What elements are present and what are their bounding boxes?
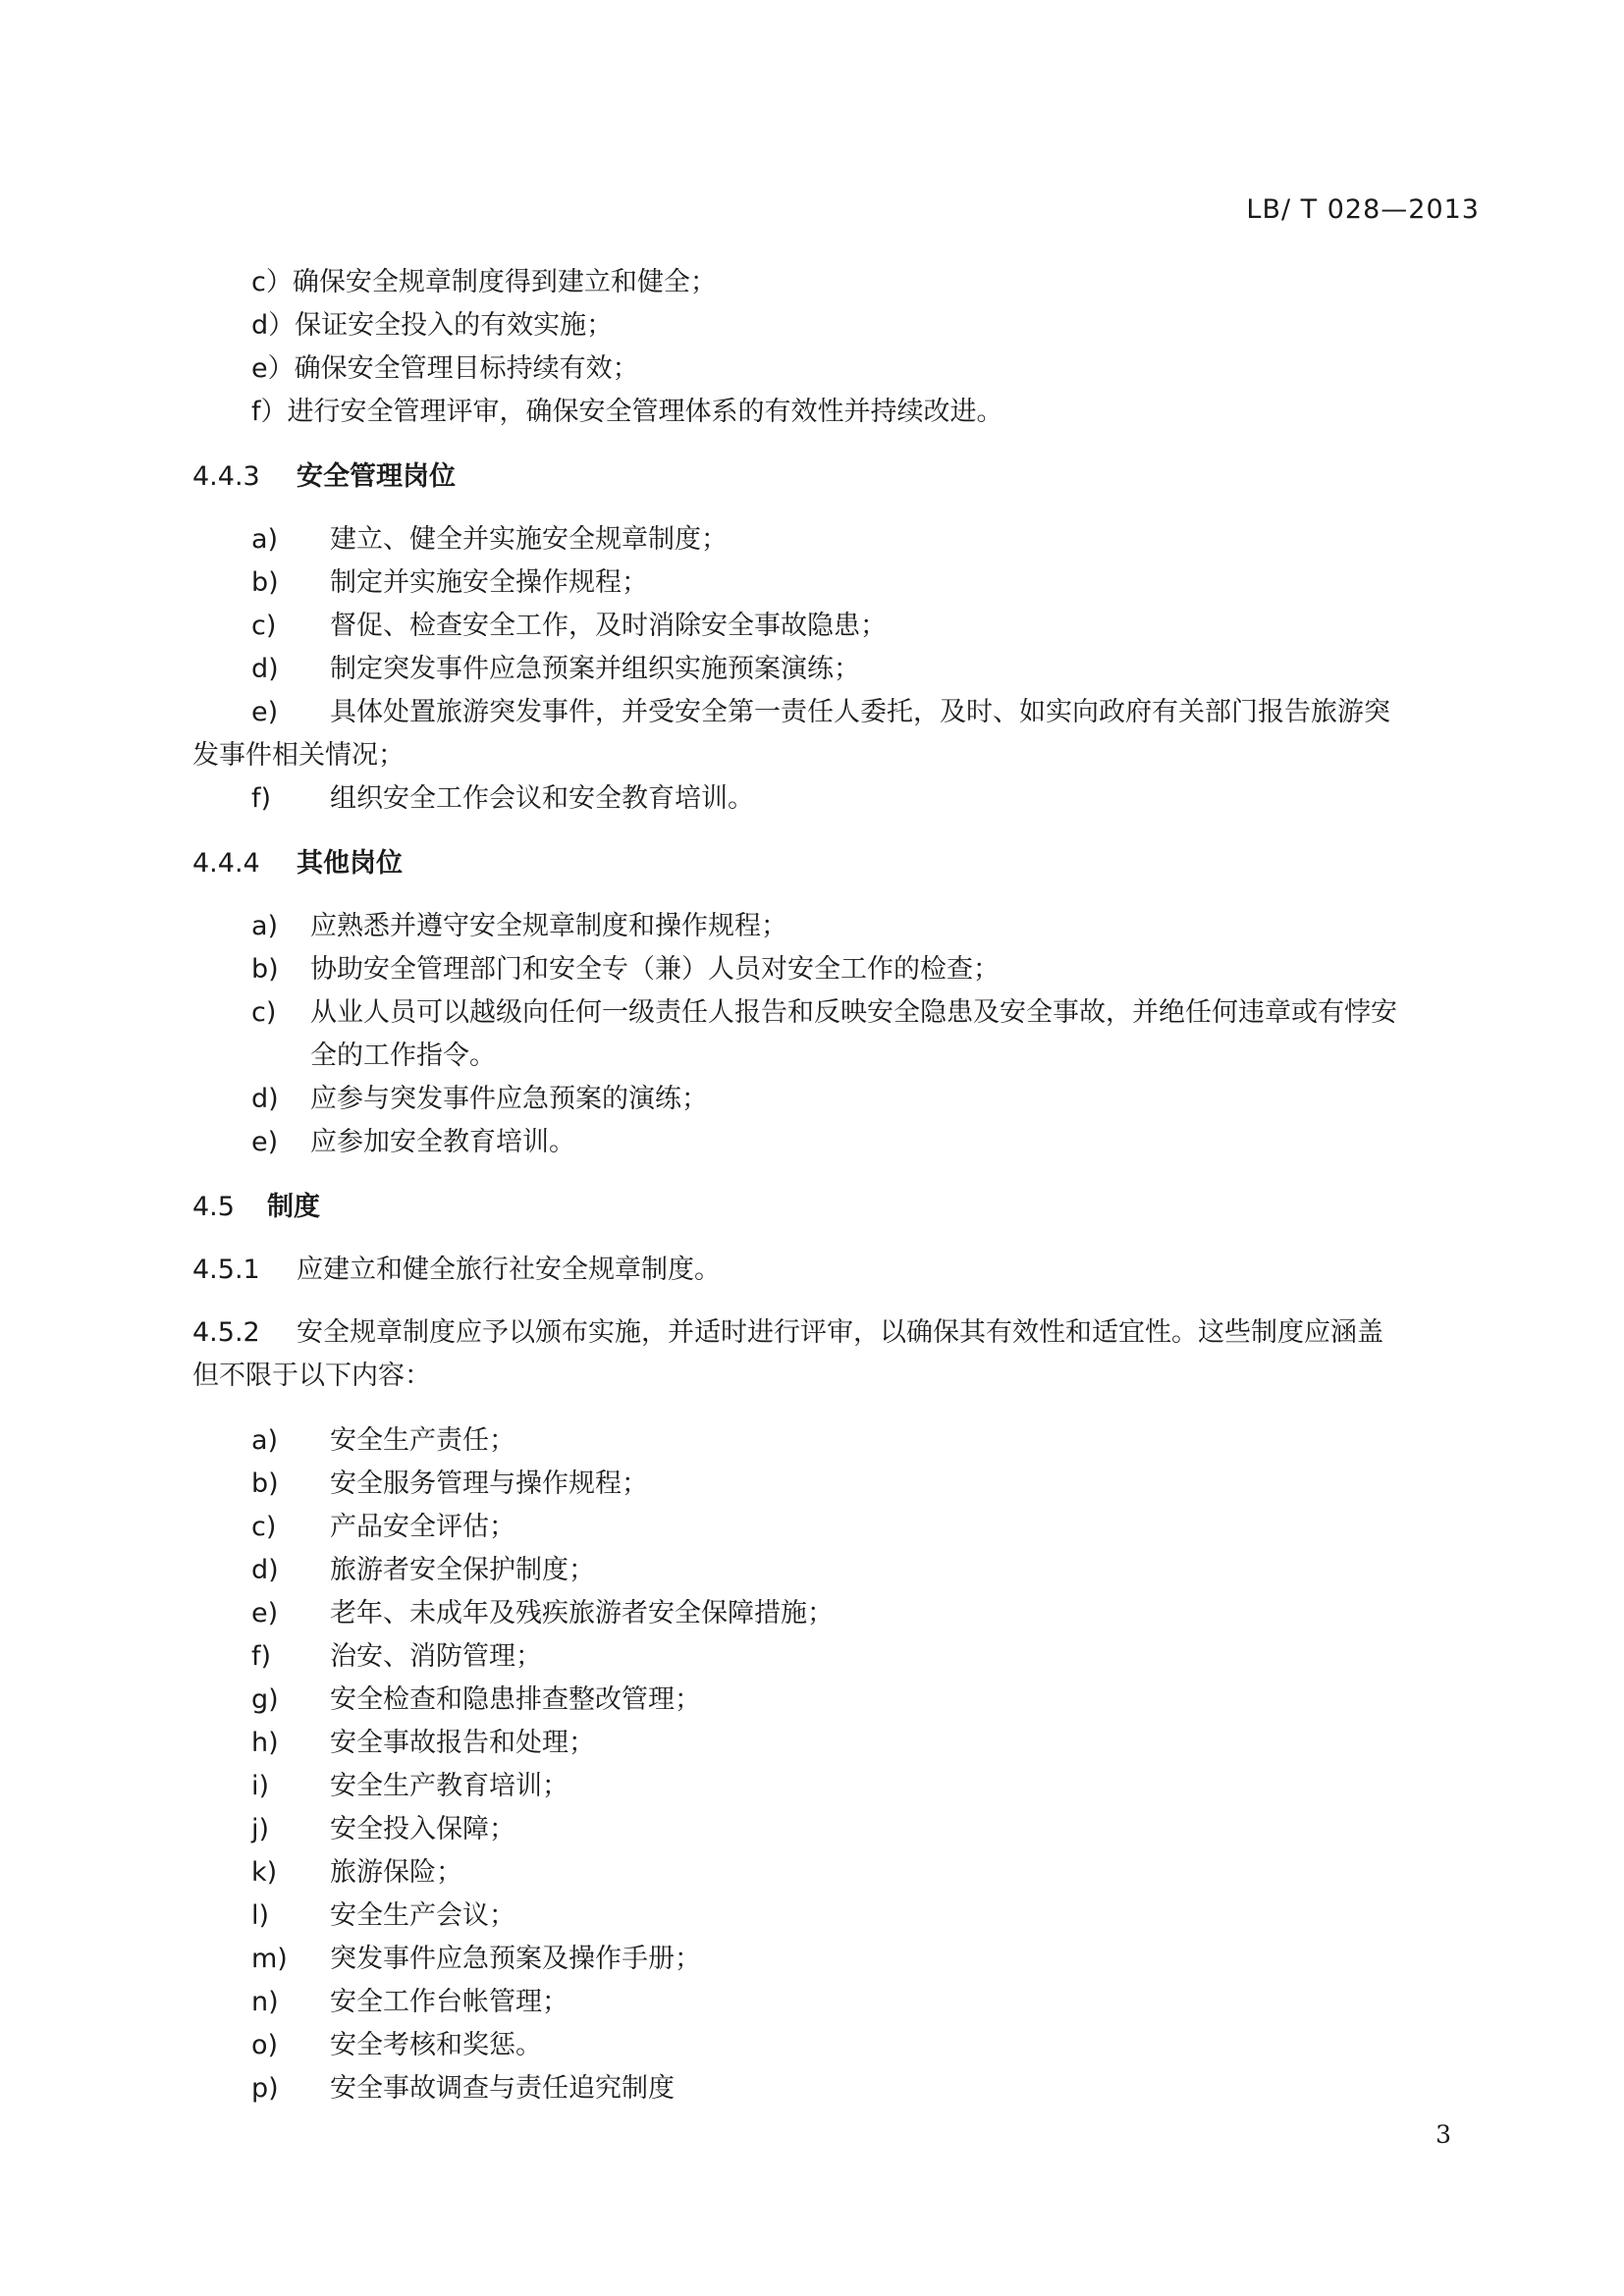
item-text: 治安、消防管理； bbox=[330, 1641, 542, 1672]
item-label: o) bbox=[251, 2030, 279, 2060]
clause-4-5-2 bbox=[192, 1311, 1479, 1355]
item-label: n) bbox=[251, 1987, 279, 2017]
list-item bbox=[192, 1592, 1479, 1635]
list-item bbox=[192, 605, 1479, 648]
list-item bbox=[192, 2024, 1479, 2067]
item-text: 老年、未成年及残疾旅游者安全保障措施； bbox=[330, 1598, 834, 1629]
item-label: i) bbox=[251, 1771, 270, 1801]
item-label: c) bbox=[251, 997, 277, 1028]
list-item bbox=[192, 691, 1479, 734]
list-item bbox=[192, 1851, 1479, 1895]
list-item: e）确保安全管理目标持续有效； bbox=[251, 353, 639, 384]
section-title: 其他岗位 bbox=[297, 848, 403, 879]
list-item bbox=[192, 1549, 1479, 1592]
section-number: 4.4.4 bbox=[192, 848, 260, 879]
clause-continuation: 但不限于以下内容： bbox=[192, 1361, 431, 1391]
item-text: 制定并实施安全操作规程； bbox=[330, 567, 648, 598]
list-item bbox=[192, 948, 1479, 991]
list-item bbox=[192, 1808, 1479, 1851]
clause-4-5-1 bbox=[192, 1249, 1479, 1292]
list-item-continuation: 发事件相关情况； bbox=[192, 740, 405, 771]
item-text: 建立、健全并实施安全规章制度； bbox=[330, 524, 728, 555]
section-title: 安全管理岗位 bbox=[297, 461, 456, 492]
list-item: f）进行安全管理评审，确保安全管理体系的有效性并持续改进。 bbox=[251, 397, 1003, 427]
item-label: d) bbox=[251, 1084, 279, 1114]
item-label: a) bbox=[251, 524, 279, 555]
list-item bbox=[192, 1981, 1479, 2024]
document-body bbox=[192, 261, 1479, 2110]
item-label: e) bbox=[251, 1127, 279, 1157]
list-item bbox=[192, 1419, 1479, 1463]
item-text: 安全考核和奖惩。 bbox=[330, 2030, 542, 2060]
item-text: 督促、检查安全工作，及时消除安全事故隐患； bbox=[330, 611, 887, 641]
list-item bbox=[192, 518, 1479, 561]
list-item bbox=[192, 1121, 1479, 1164]
item-label: e) bbox=[251, 1598, 279, 1629]
item-text: 协助安全管理部门和安全专（兼）人员对安全工作的检查； bbox=[310, 954, 1000, 985]
list-item bbox=[192, 777, 1479, 821]
item-text: 安全服务管理与操作规程； bbox=[330, 1468, 648, 1499]
clause-text: 安全规章制度应予以颁布实施，并适时进行评审，以确保其有效性和适宜性。这些制度应涵盖 bbox=[297, 1317, 1383, 1348]
list-item bbox=[192, 991, 1479, 1035]
list-item bbox=[192, 905, 1479, 948]
item-text: 安全生产会议； bbox=[330, 1900, 515, 1931]
item-text: 制定突发事件应急预案并组织实施预案演练； bbox=[330, 654, 860, 684]
item-text: 应参与突发事件应急预案的演练； bbox=[310, 1084, 708, 1114]
section-title: 制度 bbox=[267, 1192, 320, 1222]
list-item bbox=[192, 1895, 1479, 1938]
section-number: 4.4.3 bbox=[192, 461, 260, 492]
item-text: 组织安全工作会议和安全教育培训。 bbox=[330, 783, 754, 814]
list-item: c）确保安全规章制度得到建立和健全； bbox=[251, 267, 717, 297]
item-label: c) bbox=[251, 1512, 277, 1542]
section-number: 4.5 bbox=[192, 1192, 235, 1222]
item-label: g) bbox=[251, 1684, 279, 1715]
item-label: e) bbox=[251, 697, 279, 727]
item-label: m) bbox=[251, 1944, 288, 1974]
item-text: 产品安全评估； bbox=[330, 1512, 515, 1542]
continued-list bbox=[192, 261, 1479, 434]
item-label: b) bbox=[251, 954, 279, 985]
list-item bbox=[192, 2067, 1479, 2110]
standard-code: LB/ T 028—2013 bbox=[1246, 194, 1480, 225]
clause-number: 4.5.2 bbox=[192, 1317, 260, 1348]
section-heading-4-4-4 bbox=[192, 842, 1479, 885]
list-item bbox=[192, 1635, 1479, 1679]
list-4-5-2 bbox=[192, 1419, 1479, 2110]
list-4-4-4 bbox=[192, 905, 1479, 1164]
item-label: c) bbox=[251, 611, 277, 641]
list-4-4-3 bbox=[192, 518, 1479, 821]
item-label: b) bbox=[251, 567, 279, 598]
item-text: 安全检查和隐患排查整改管理； bbox=[330, 1684, 701, 1715]
section-heading-4-4-3 bbox=[192, 455, 1479, 499]
item-label: h) bbox=[251, 1728, 279, 1758]
list-item bbox=[192, 1463, 1479, 1506]
item-text: 应熟悉并遵守安全规章制度和操作规程； bbox=[310, 911, 787, 941]
spacer bbox=[192, 1398, 1479, 1419]
clause-number: 4.5.1 bbox=[192, 1255, 260, 1285]
list-item bbox=[192, 648, 1479, 691]
list-item: d）保证安全投入的有效实施； bbox=[251, 310, 614, 341]
list-item bbox=[192, 561, 1479, 605]
item-label: l) bbox=[251, 1900, 270, 1931]
item-text: 旅游者安全保护制度； bbox=[330, 1555, 595, 1585]
item-text: 安全生产责任； bbox=[330, 1425, 515, 1456]
item-label: d) bbox=[251, 1555, 279, 1585]
item-label: d) bbox=[251, 654, 279, 684]
item-text: 从业人员可以越级向任何一级责任人报告和反映安全隐患及安全事故，并绝任何违章或有悖安 bbox=[310, 997, 1397, 1028]
item-label: k) bbox=[251, 1857, 278, 1888]
page-number: 3 bbox=[1435, 2120, 1451, 2149]
item-text: 安全投入保障； bbox=[330, 1814, 515, 1844]
list-item bbox=[192, 1722, 1479, 1765]
item-text: 安全生产教育培训； bbox=[330, 1771, 568, 1801]
item-label: f) bbox=[251, 1641, 272, 1672]
list-item bbox=[192, 1938, 1479, 1981]
item-label: b) bbox=[251, 1468, 279, 1499]
item-label: f) bbox=[251, 783, 272, 814]
item-label: a) bbox=[251, 911, 279, 941]
item-text: 安全工作台帐管理； bbox=[330, 1987, 568, 2017]
item-text: 旅游保险； bbox=[330, 1857, 462, 1888]
list-item bbox=[192, 1078, 1479, 1121]
item-text: 安全事故报告和处理； bbox=[330, 1728, 595, 1758]
item-label: a) bbox=[251, 1425, 279, 1456]
item-label: p) bbox=[251, 2073, 279, 2104]
clause-text: 应建立和健全旅行社安全规章制度。 bbox=[297, 1255, 721, 1285]
section-heading-4-5 bbox=[192, 1186, 1479, 1229]
list-item-continuation: 全的工作指令。 bbox=[310, 1041, 496, 1071]
item-text: 突发事件应急预案及操作手册； bbox=[330, 1944, 701, 1974]
item-text: 应参加安全教育培训。 bbox=[310, 1127, 575, 1157]
item-text: 安全事故调查与责任追究制度 bbox=[330, 2073, 675, 2104]
item-text: 具体处置旅游突发事件，并受安全第一责任人委托，及时、如实向政府有关部门报告旅游突 bbox=[330, 697, 1390, 727]
list-item bbox=[192, 1765, 1479, 1808]
item-label: j) bbox=[251, 1814, 270, 1844]
list-item bbox=[192, 1506, 1479, 1549]
list-item bbox=[192, 1679, 1479, 1722]
